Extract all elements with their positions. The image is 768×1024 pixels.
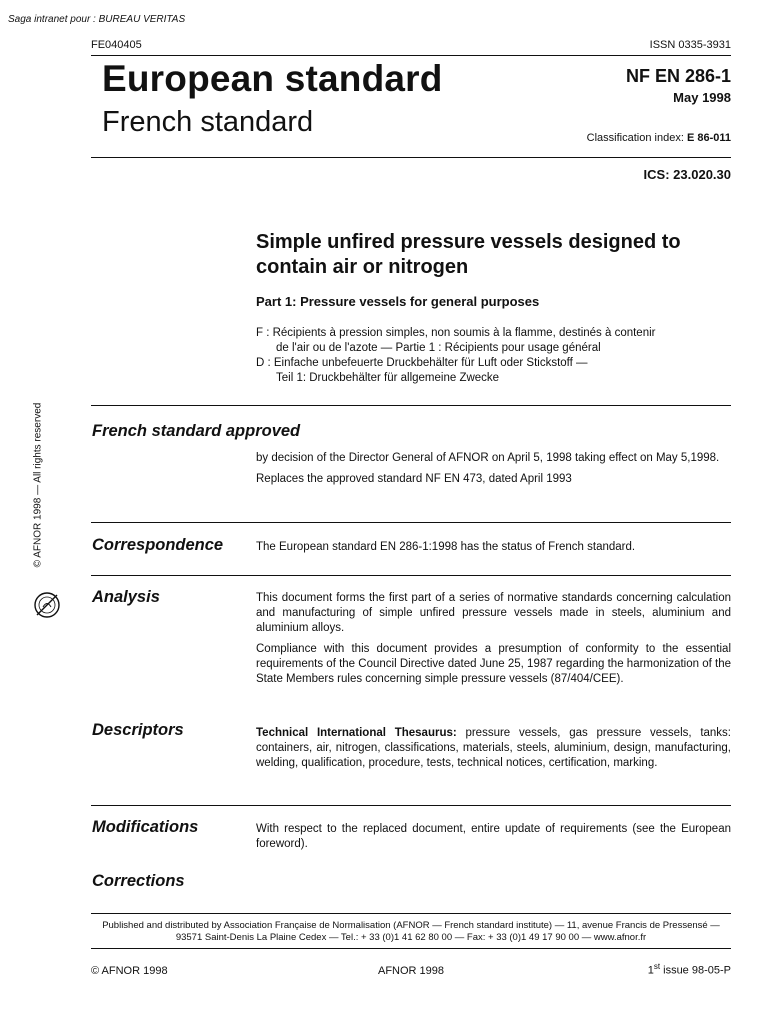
footer-issue [648, 962, 731, 977]
issn-number: ISSN 0335-3931 [649, 39, 731, 51]
section-divider [91, 522, 731, 523]
approved-label: French standard approved [92, 422, 301, 440]
correspondence-text: The European standard EN 286-1:1998 has the status of French standard. [256, 541, 636, 553]
descriptors-text [256, 726, 731, 771]
ics-code: ICS: 23.020.30 [643, 167, 731, 182]
analysis-label: Analysis [92, 588, 160, 606]
header-divider-top [91, 55, 731, 56]
section-divider [91, 805, 731, 806]
issue-code: issue 98-05-P [660, 964, 731, 977]
analysis-paragraph-2: Compliance with this document provides a presumption of conformity to the essential requirements of the Council Directive dated June 25, 1987 regarding the harmonization of the State Members rules concerning simple pressure vessels (87/404/CEE). [256, 643, 731, 685]
analysis-text [256, 591, 731, 693]
descriptors-label: Descriptors [92, 721, 184, 739]
document-reference: FE040405 [91, 39, 142, 51]
section-divider [91, 575, 731, 576]
approved-decision: by decision of the Director General of AFNOR on April 5, 1998 taking effect on May 5,1998. [256, 452, 720, 464]
issue-suffix: st [653, 962, 661, 971]
issue-number: 1 [647, 964, 654, 977]
approved-text [256, 451, 731, 493]
german-title-line2: Teil 1: Druckbehälter für allgemeine Zwecke [276, 372, 500, 384]
page-subtitle: French standard [102, 106, 314, 138]
standard-date: May 1998 [673, 90, 731, 105]
document-title: Simple unfired pressure vessels designed to contain air or nitrogen [256, 231, 681, 278]
publisher-info [91, 920, 731, 944]
afnor-seal-icon [32, 590, 62, 620]
standard-number: NF EN 286-1 [625, 66, 731, 86]
corrections-label: Corrections [92, 872, 185, 890]
descriptors-list: pressure vessels, gas pressure vessels, tanks: containers, air, nitrogen, classifications, materials, steels, aluminium, design, manufacturing, welding, qualification, procedure, tests, technical notices, certification, marking. [256, 727, 732, 769]
modifications-label: Modifications [92, 818, 199, 836]
analysis-paragraph-1: This document forms the first part of a series of normative standards concerning calculation and manufacturing of simple unfired pressure vessels made in steels, aluminium and aluminium alloys. [256, 592, 731, 634]
footer-copyright: © AFNOR 1998 [91, 965, 168, 977]
translated-titles [256, 326, 736, 386]
publisher-line-2: 93571 Saint-Denis La Plaine Cedex — Tel.: + 33 (0)1 41 62 80 00 — Fax: + 33 (0)1 49 17 90 00 — www.afnor.fr [175, 932, 647, 943]
document-part: Part 1: Pressure vessels for general purposes [256, 294, 540, 309]
publisher-line-1: Published and distributed by Association Française de Normalisation (AFNOR — French standard institute) — 11, avenue Francis de Pressensé — [102, 920, 720, 931]
footer-divider [91, 913, 731, 914]
intranet-label: Saga intranet pour : BUREAU VERITAS [8, 14, 186, 25]
french-title-line1: F : Récipients à pression simples, non soumis à la flamme, destinés à contenir [256, 327, 656, 339]
page-title: European standard [102, 58, 443, 99]
section-divider [91, 405, 731, 406]
footer-divider [91, 948, 731, 949]
french-title-line2: de l'air ou de l'azote — Partie 1 : Récipients pour usage général [276, 342, 601, 354]
modifications-text: With respect to the replaced document, entire update of requirements (see the European foreword). [256, 823, 731, 850]
correspondence-label: Correspondence [92, 536, 224, 554]
classification-label: Classification index: [586, 132, 687, 144]
approved-replaces: Replaces the approved standard NF EN 473, dated April 1993 [256, 473, 572, 485]
classification-value: E 86-011 [686, 132, 731, 144]
copyright-vertical: © AFNOR 1998 — All rights reserved [32, 402, 44, 568]
classification-index [587, 132, 731, 144]
german-title-line1: D : Einfache unbefeuerte Druckbehälter für Luft oder Stickstoff — [256, 357, 588, 369]
header-divider-bottom [91, 157, 731, 158]
descriptors-lead: Technical International Thesaurus: [256, 727, 457, 739]
footer-center: AFNOR 1998 [378, 965, 445, 977]
